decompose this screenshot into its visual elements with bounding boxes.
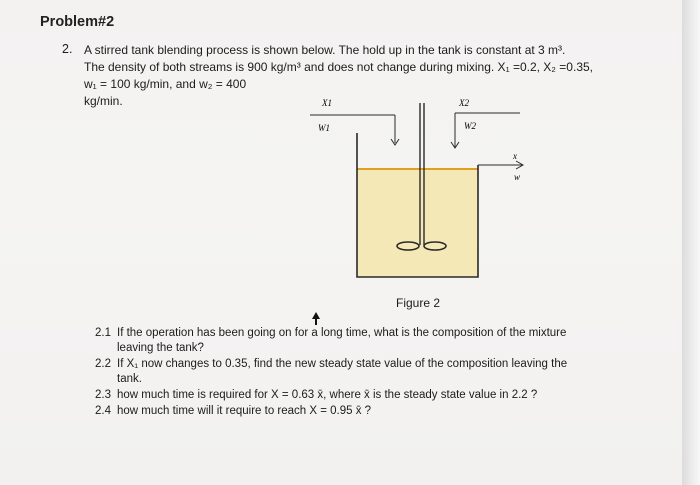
question-text — [117, 404, 595, 419]
page-edge — [682, 0, 700, 485]
question-item — [95, 404, 595, 419]
question-line: If X₁ now changes to 0.35, find the new steady state value of the composition leaving the — [117, 358, 568, 370]
question-list — [95, 326, 595, 420]
problem-line: A stirred tank blending process is shown below. The hold up in the tank is constant at 3 m³. — [84, 43, 566, 57]
question-item — [95, 357, 595, 387]
question-number: 2.4 — [95, 405, 111, 417]
question-line: how much time is required for X = 0.63 x̄, where x̄ is the steady state value in 2.2 ? — [117, 389, 538, 401]
question-line: leaving the tank? — [117, 342, 204, 354]
question-item — [95, 326, 595, 356]
problem-line: kg/min. — [84, 94, 123, 108]
x-out-label: x — [513, 151, 517, 161]
question-text — [117, 357, 595, 387]
tank-liquid — [357, 169, 478, 277]
question-item — [95, 388, 595, 403]
question-text — [117, 388, 595, 403]
cursor-arrow-icon — [311, 312, 321, 326]
x1-label: X1 — [322, 98, 332, 108]
problem-line: w₁ = 100 kg/min, and w₂ = 400 — [84, 77, 247, 91]
question-line: If the operation has been going on for a long time, what is the composition of the mixture — [117, 327, 567, 339]
w2-label: W2 — [464, 121, 476, 131]
question-number: 2.3 — [95, 389, 111, 401]
question-number: 2.1 — [95, 327, 111, 339]
question-number: 2.2 — [95, 358, 111, 370]
tank-diagram — [300, 95, 550, 295]
question-text — [117, 326, 595, 356]
question-line: tank. — [117, 373, 142, 385]
problem-heading: Problem#2 — [40, 14, 115, 30]
w-out-label: w — [514, 172, 521, 182]
problem-number: 2. — [62, 42, 73, 56]
problem-line: The density of both streams is 900 kg/m³ and does not change during mixing. X₁ =0.2, X₂ =0.35, — [84, 60, 593, 74]
x2-label: X2 — [459, 98, 469, 108]
question-line: how much time will it require to reach X = 0.95 x̄ ? — [117, 405, 372, 417]
w1-label: W1 — [318, 123, 330, 133]
figure-caption: Figure 2 — [396, 296, 441, 310]
